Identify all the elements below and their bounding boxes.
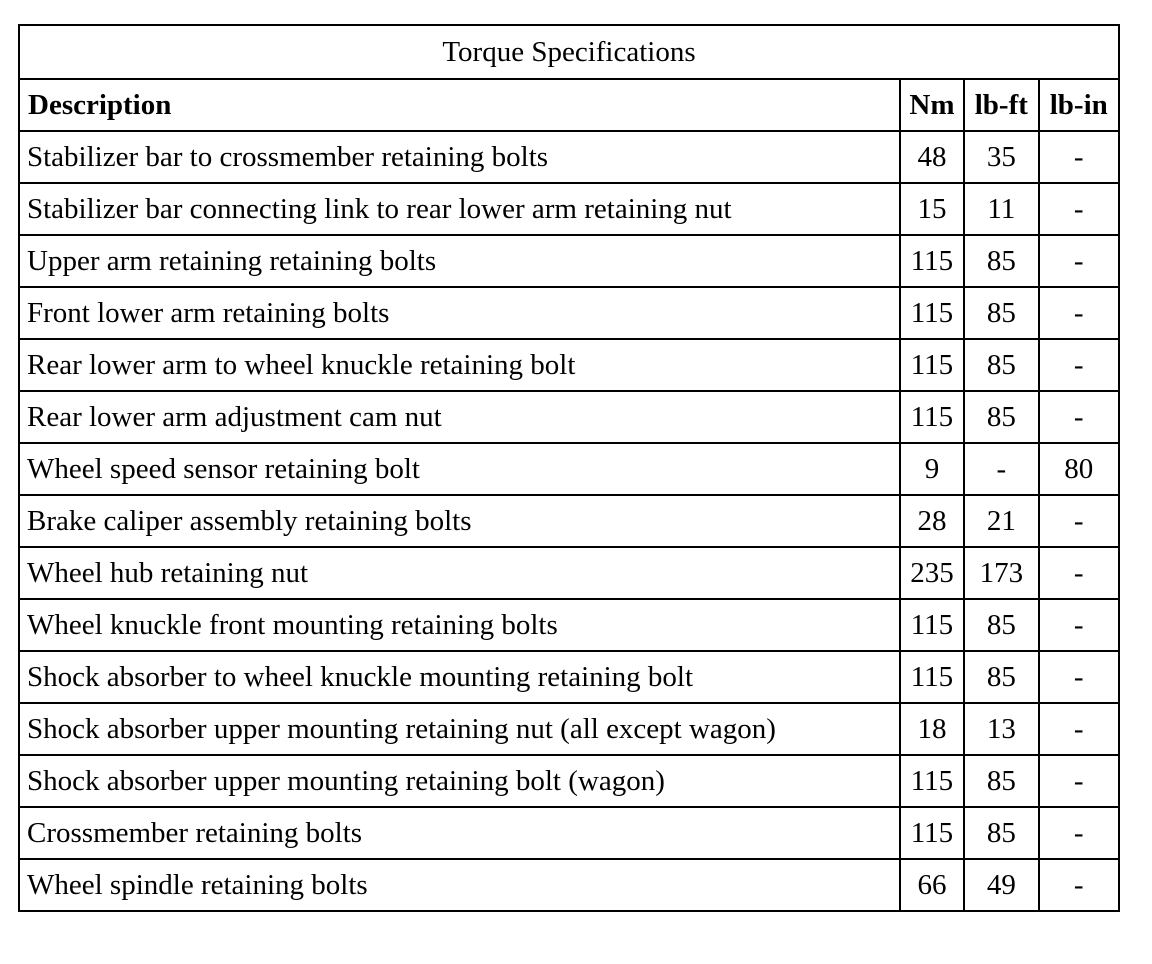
row-nm: 115	[900, 235, 964, 287]
row-lbft: 85	[964, 287, 1038, 339]
row-lbin: -	[1039, 755, 1119, 807]
row-lbin: -	[1039, 183, 1119, 235]
row-nm: 115	[900, 651, 964, 703]
row-description: Stabilizer bar to crossmember retaining bolts	[19, 131, 900, 183]
row-lbin: -	[1039, 495, 1119, 547]
row-description: Upper arm retaining retaining bolts	[19, 235, 900, 287]
row-lbft: 85	[964, 755, 1038, 807]
row-lbin: -	[1039, 235, 1119, 287]
row-lbft: -	[964, 443, 1038, 495]
row-lbft: 85	[964, 339, 1038, 391]
table-row	[19, 391, 1119, 443]
row-nm: 115	[900, 755, 964, 807]
row-description: Rear lower arm to wheel knuckle retaining bolt	[19, 339, 900, 391]
torque-specifications-table-container	[18, 24, 1120, 912]
row-lbin: -	[1039, 287, 1119, 339]
table-row	[19, 495, 1119, 547]
table-row	[19, 599, 1119, 651]
row-lbin: -	[1039, 859, 1119, 911]
table-row	[19, 859, 1119, 911]
row-lbft: 173	[964, 547, 1038, 599]
row-nm: 66	[900, 859, 964, 911]
row-nm: 115	[900, 339, 964, 391]
row-description: Wheel spindle retaining bolts	[19, 859, 900, 911]
row-lbft: 85	[964, 391, 1038, 443]
table-body	[19, 131, 1119, 911]
table-title-row	[19, 25, 1119, 79]
row-nm: 235	[900, 547, 964, 599]
row-nm: 48	[900, 131, 964, 183]
row-lbin: -	[1039, 703, 1119, 755]
table-row	[19, 651, 1119, 703]
row-description: Shock absorber upper mounting retaining nut (all except wagon)	[19, 703, 900, 755]
row-lbin: -	[1039, 807, 1119, 859]
table-row	[19, 807, 1119, 859]
row-description: Stabilizer bar connecting link to rear lower arm retaining nut	[19, 183, 900, 235]
row-description: Wheel knuckle front mounting retaining bolts	[19, 599, 900, 651]
row-nm: 115	[900, 391, 964, 443]
row-lbft: 35	[964, 131, 1038, 183]
table-row	[19, 183, 1119, 235]
row-description: Wheel speed sensor retaining bolt	[19, 443, 900, 495]
row-nm: 115	[900, 807, 964, 859]
table-row	[19, 287, 1119, 339]
row-lbin: 80	[1039, 443, 1119, 495]
row-lbin: -	[1039, 547, 1119, 599]
row-nm: 115	[900, 287, 964, 339]
row-lbft: 85	[964, 599, 1038, 651]
row-lbin: -	[1039, 599, 1119, 651]
row-description: Brake caliper assembly retaining bolts	[19, 495, 900, 547]
row-lbin: -	[1039, 651, 1119, 703]
row-description: Rear lower arm adjustment cam nut	[19, 391, 900, 443]
row-lbft: 49	[964, 859, 1038, 911]
row-lbft: 85	[964, 807, 1038, 859]
table-row	[19, 235, 1119, 287]
row-lbin: -	[1039, 391, 1119, 443]
row-nm: 9	[900, 443, 964, 495]
row-lbft: 13	[964, 703, 1038, 755]
table-row	[19, 131, 1119, 183]
row-description: Shock absorber to wheel knuckle mounting retaining bolt	[19, 651, 900, 703]
table-row	[19, 339, 1119, 391]
row-nm: 18	[900, 703, 964, 755]
row-description: Wheel hub retaining nut	[19, 547, 900, 599]
row-description: Crossmember retaining bolts	[19, 807, 900, 859]
row-lbft: 11	[964, 183, 1038, 235]
table-row	[19, 755, 1119, 807]
row-lbin: -	[1039, 339, 1119, 391]
header-description: Description	[19, 79, 900, 131]
row-description: Shock absorber upper mounting retaining bolt (wagon)	[19, 755, 900, 807]
row-lbft: 85	[964, 651, 1038, 703]
row-lbin: -	[1039, 131, 1119, 183]
header-lbin: lb-in	[1039, 79, 1119, 131]
table-row	[19, 443, 1119, 495]
row-nm: 115	[900, 599, 964, 651]
row-nm: 28	[900, 495, 964, 547]
row-lbft: 85	[964, 235, 1038, 287]
table-row	[19, 703, 1119, 755]
row-lbft: 21	[964, 495, 1038, 547]
table-row	[19, 547, 1119, 599]
table-title: Torque Specifications	[19, 25, 1119, 79]
row-nm: 15	[900, 183, 964, 235]
torque-specifications-table	[18, 24, 1120, 912]
table-header-row	[19, 79, 1119, 131]
header-nm: Nm	[900, 79, 964, 131]
row-description: Front lower arm retaining bolts	[19, 287, 900, 339]
header-lbft: lb-ft	[964, 79, 1038, 131]
